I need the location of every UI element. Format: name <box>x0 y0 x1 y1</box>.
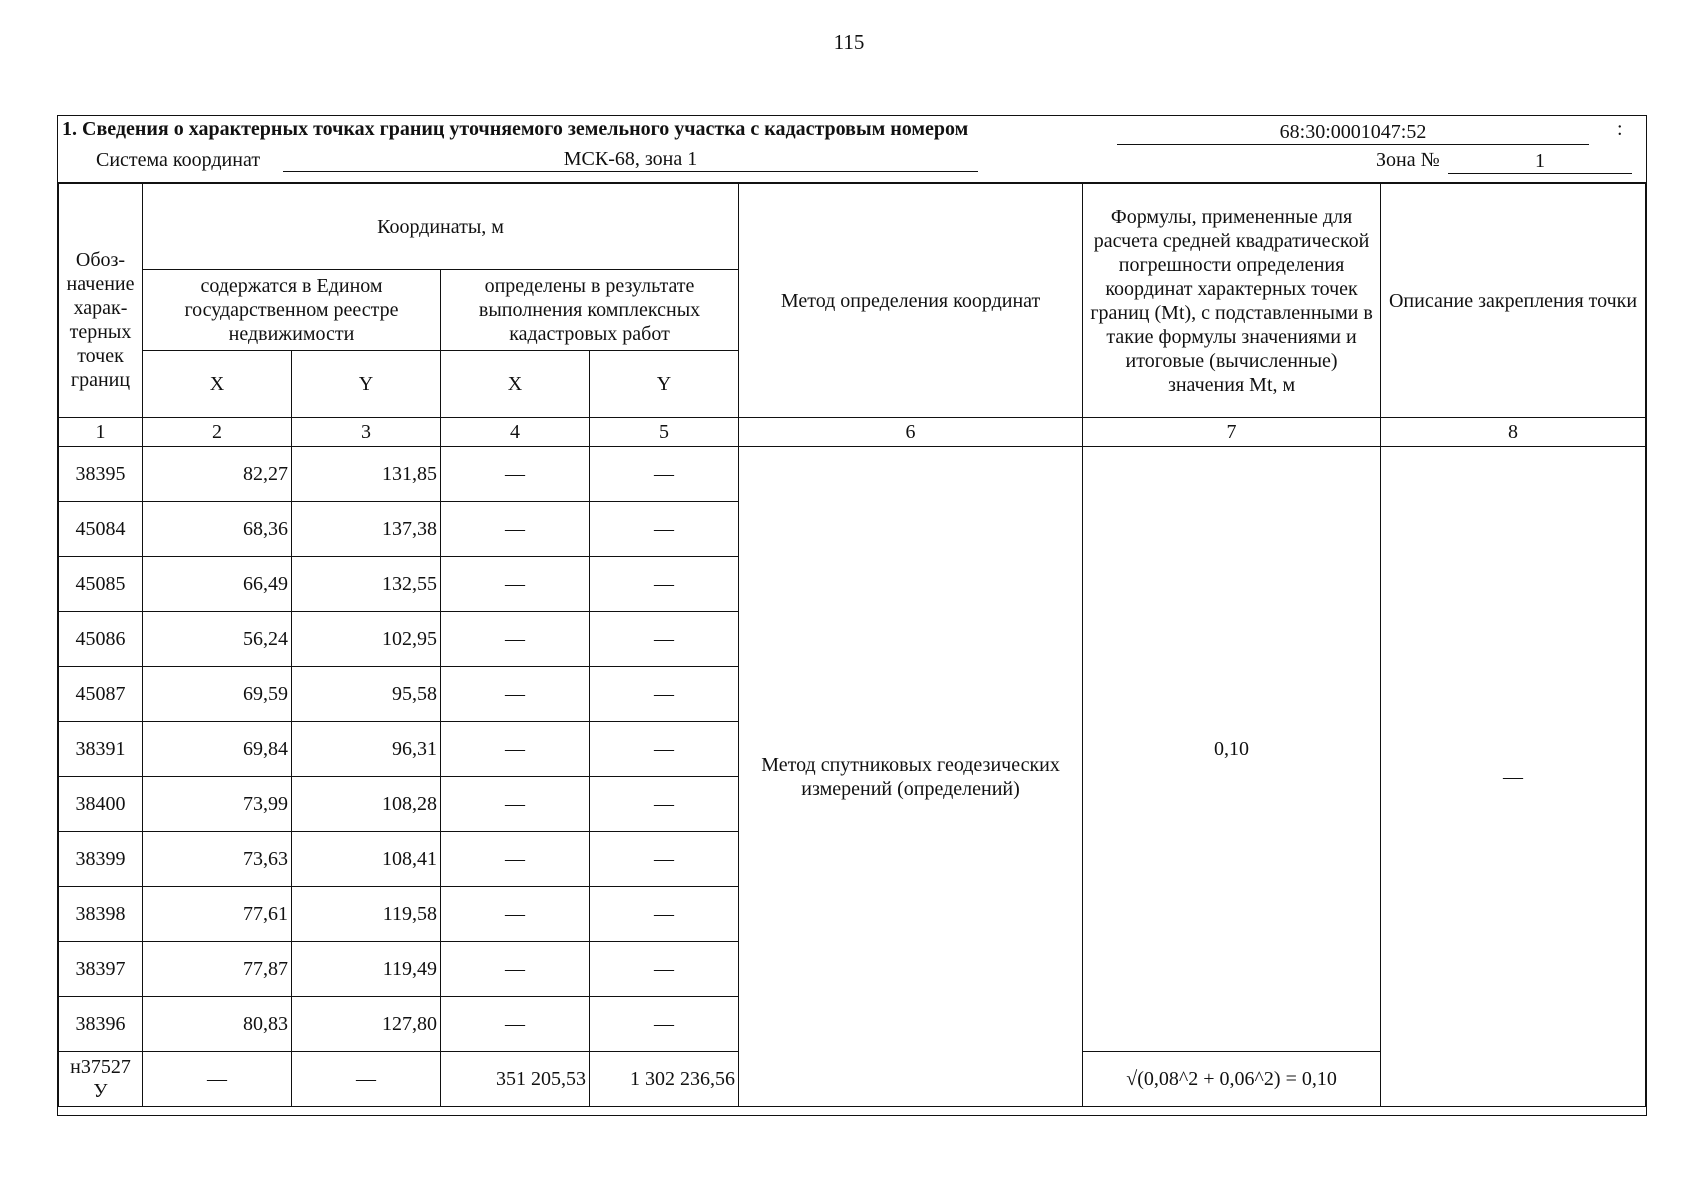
cadastral-number-field: 68:30:0001047:52 <box>1117 120 1589 145</box>
x-egrn: 69,84 <box>143 722 292 777</box>
column-number: 8 <box>1381 418 1646 447</box>
point-id: 45087 <box>59 667 143 722</box>
y-ckr: — <box>590 722 739 777</box>
x-egrn-header: X <box>143 351 292 418</box>
x-ckr: — <box>441 832 590 887</box>
zone-value: 1 <box>1448 149 1632 174</box>
x-egrn: 66,49 <box>143 557 292 612</box>
y-egrn: 108,28 <box>292 777 441 832</box>
y-egrn-header: Y <box>292 351 441 418</box>
x-egrn: 80,83 <box>143 997 292 1052</box>
ckr-coords-header: определены в результате выполнения комплексных кадастровых работ <box>441 270 739 351</box>
cadastral-number-colon: : <box>1617 118 1623 140</box>
point-id: 38395 <box>59 447 143 502</box>
x-ckr-header: X <box>441 351 590 418</box>
y-ckr: — <box>590 887 739 942</box>
x-egrn: 73,63 <box>143 832 292 887</box>
page-number: 115 <box>833 30 865 54</box>
point-id: 38396 <box>59 997 143 1052</box>
x-egrn: 82,27 <box>143 447 292 502</box>
y-egrn: 108,41 <box>292 832 441 887</box>
x-egrn: — <box>143 1052 292 1107</box>
method-value: Метод спутниковых геодезических измерений (определений) <box>739 447 1083 1107</box>
y-ckr: — <box>590 667 739 722</box>
form-box <box>57 115 1647 1116</box>
y-ckr: — <box>590 612 739 667</box>
column-number: 7 <box>1083 418 1381 447</box>
x-ckr: — <box>441 502 590 557</box>
coord-system-value: МСК-68, зона 1 <box>283 147 978 172</box>
y-egrn: 102,95 <box>292 612 441 667</box>
x-ckr: 351 205,53 <box>441 1052 590 1107</box>
x-egrn: 56,24 <box>143 612 292 667</box>
x-ckr: — <box>441 612 590 667</box>
coordinates-header: Координаты, м <box>143 184 739 270</box>
y-egrn: 137,38 <box>292 502 441 557</box>
mt-formula: √(0,08^2 + 0,06^2) = 0,10 <box>1083 1052 1381 1107</box>
y-ckr: — <box>590 502 739 557</box>
point-id: н37527 У <box>59 1052 143 1107</box>
y-ckr: — <box>590 557 739 612</box>
y-egrn: 127,80 <box>292 997 441 1052</box>
coord-system-label: Система координат <box>96 149 261 171</box>
y-ckr: — <box>590 447 739 502</box>
column-number: 3 <box>292 418 441 447</box>
x-egrn: 73,99 <box>143 777 292 832</box>
x-egrn: 77,87 <box>143 942 292 997</box>
fixing-description-value: — <box>1381 447 1646 1107</box>
x-ckr: — <box>441 887 590 942</box>
y-egrn: 119,58 <box>292 887 441 942</box>
mt-value: 0,10 <box>1083 447 1381 1052</box>
table-row <box>59 447 1646 502</box>
y-ckr-header: Y <box>590 351 739 418</box>
point-id: 38399 <box>59 832 143 887</box>
column-number: 1 <box>59 418 143 447</box>
point-id: 45084 <box>59 502 143 557</box>
y-egrn: 96,31 <box>292 722 441 777</box>
formula-header: Формулы, примененные для расчета средней квадратической погрешности определения координат характерных точек границ (Mt), с подставленными в такие формулы значениями и итоговые (вычисленные) значения Mt, м <box>1083 184 1381 418</box>
y-ckr: — <box>590 997 739 1052</box>
point-id: 45086 <box>59 612 143 667</box>
form-title: 1. Сведения о характерных точках границ уточняемого земельного участка с кадастровым номером <box>62 118 969 140</box>
x-ckr: — <box>441 722 590 777</box>
y-ckr: — <box>590 777 739 832</box>
column-number: 6 <box>739 418 1083 447</box>
point-id: 38400 <box>59 777 143 832</box>
x-egrn: 68,36 <box>143 502 292 557</box>
point-id: 38391 <box>59 722 143 777</box>
x-egrn: 69,59 <box>143 667 292 722</box>
x-ckr: — <box>441 447 590 502</box>
egrn-coords-header: содержатся в Едином государственном реестре недвижимости <box>143 270 441 351</box>
x-ckr: — <box>441 997 590 1052</box>
point-id: 38397 <box>59 942 143 997</box>
point-id: 38398 <box>59 887 143 942</box>
column-number: 4 <box>441 418 590 447</box>
point-designation-header: Обоз-начение харак-терных точек границ <box>59 184 143 418</box>
column-number: 2 <box>143 418 292 447</box>
zone-label: Зона № <box>1376 149 1440 171</box>
form-header <box>58 116 1646 183</box>
y-egrn: 132,55 <box>292 557 441 612</box>
y-ckr: 1 302 236,56 <box>590 1052 739 1107</box>
x-egrn: 77,61 <box>143 887 292 942</box>
x-ckr: — <box>441 667 590 722</box>
method-header: Метод определения координат <box>739 184 1083 418</box>
point-id: 45085 <box>59 557 143 612</box>
x-ckr: — <box>441 777 590 832</box>
y-egrn: 119,49 <box>292 942 441 997</box>
y-egrn: 95,58 <box>292 667 441 722</box>
y-ckr: — <box>590 942 739 997</box>
boundary-points-table <box>58 183 1646 1107</box>
y-ckr: — <box>590 832 739 887</box>
x-ckr: — <box>441 942 590 997</box>
y-egrn: — <box>292 1052 441 1107</box>
column-number: 5 <box>590 418 739 447</box>
fixing-description-header: Описание закрепления точки <box>1381 184 1646 418</box>
x-ckr: — <box>441 557 590 612</box>
y-egrn: 131,85 <box>292 447 441 502</box>
